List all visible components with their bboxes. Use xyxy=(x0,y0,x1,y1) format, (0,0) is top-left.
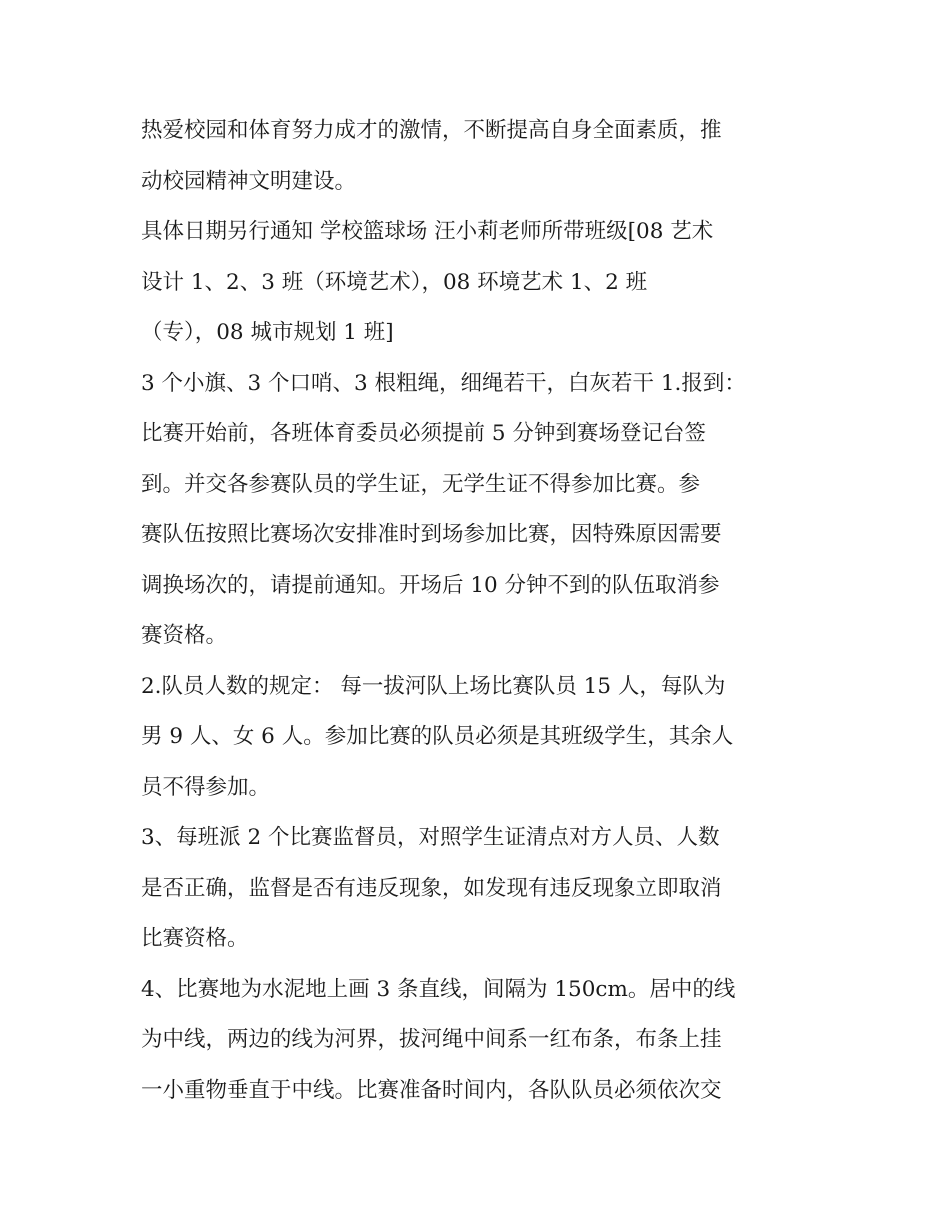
text-line: 动校园精神文明建设。 xyxy=(141,168,357,194)
text-line: 设计 1、2、3 班（环境艺术），08 环境艺术 1、2 班 xyxy=(141,269,648,295)
text-line: 比赛开始前，各班体育委员必须提前 5 分钟到赛场登记台签 xyxy=(141,421,706,446)
text-line: 3、每班派 2 个比赛监督员，对照学生证清点对方人员、人数 xyxy=(141,825,720,850)
text-line: 男 9 人、女 6 人。参加比赛的队员必须是其班级学生，其余人 xyxy=(141,724,734,749)
text-line: 赛资格。 xyxy=(141,623,228,648)
text-line: 比赛资格。 xyxy=(141,926,249,951)
text-line: 2.队员人数的规定： 每一拔河队上场比赛队员 15 人，每队为 xyxy=(141,673,726,699)
document-body xyxy=(141,106,816,1116)
text-line: 调换场次的，请提前通知。开场后 10 分钟不到的队伍取消参 xyxy=(141,572,720,598)
text-line: 3 个小旗、3 个口哨、3 根粗绳，细绳若干，白灰若干 1.报到： xyxy=(141,370,746,396)
text-line: 员不得参加。 xyxy=(141,774,271,800)
text-line: 4、比赛地为水泥地上画 3 条直线，间隔为 150cm。居中的线 xyxy=(141,976,736,1002)
text-line: 是否正确，监督是否有违反现象，如发现有违反现象立即取消 xyxy=(141,875,722,901)
text-line: 一小重物垂直于中线。比赛准备时间内，各队队员必须依次交 xyxy=(141,1077,722,1103)
text-line: 热爱校园和体育努力成才的激情，不断提高自身全面素质，推 xyxy=(141,118,722,143)
text-line: 到。并交各参赛队员的学生证，无学生证不得参加比赛。参 xyxy=(141,471,701,497)
text-line: 为中线，两边的线为河界，拔河绳中间系一红布条，布条上挂 xyxy=(141,1027,722,1052)
text-line: 赛队伍按照比赛场次安排准时到场参加比赛，因特殊原因需要 xyxy=(141,522,722,547)
text-line: （专），08 城市规划 1 班] xyxy=(141,320,394,345)
text-line: 具体日期另行通知 学校篮球场 汪小莉老师所带班级[08 艺术 xyxy=(141,219,714,244)
